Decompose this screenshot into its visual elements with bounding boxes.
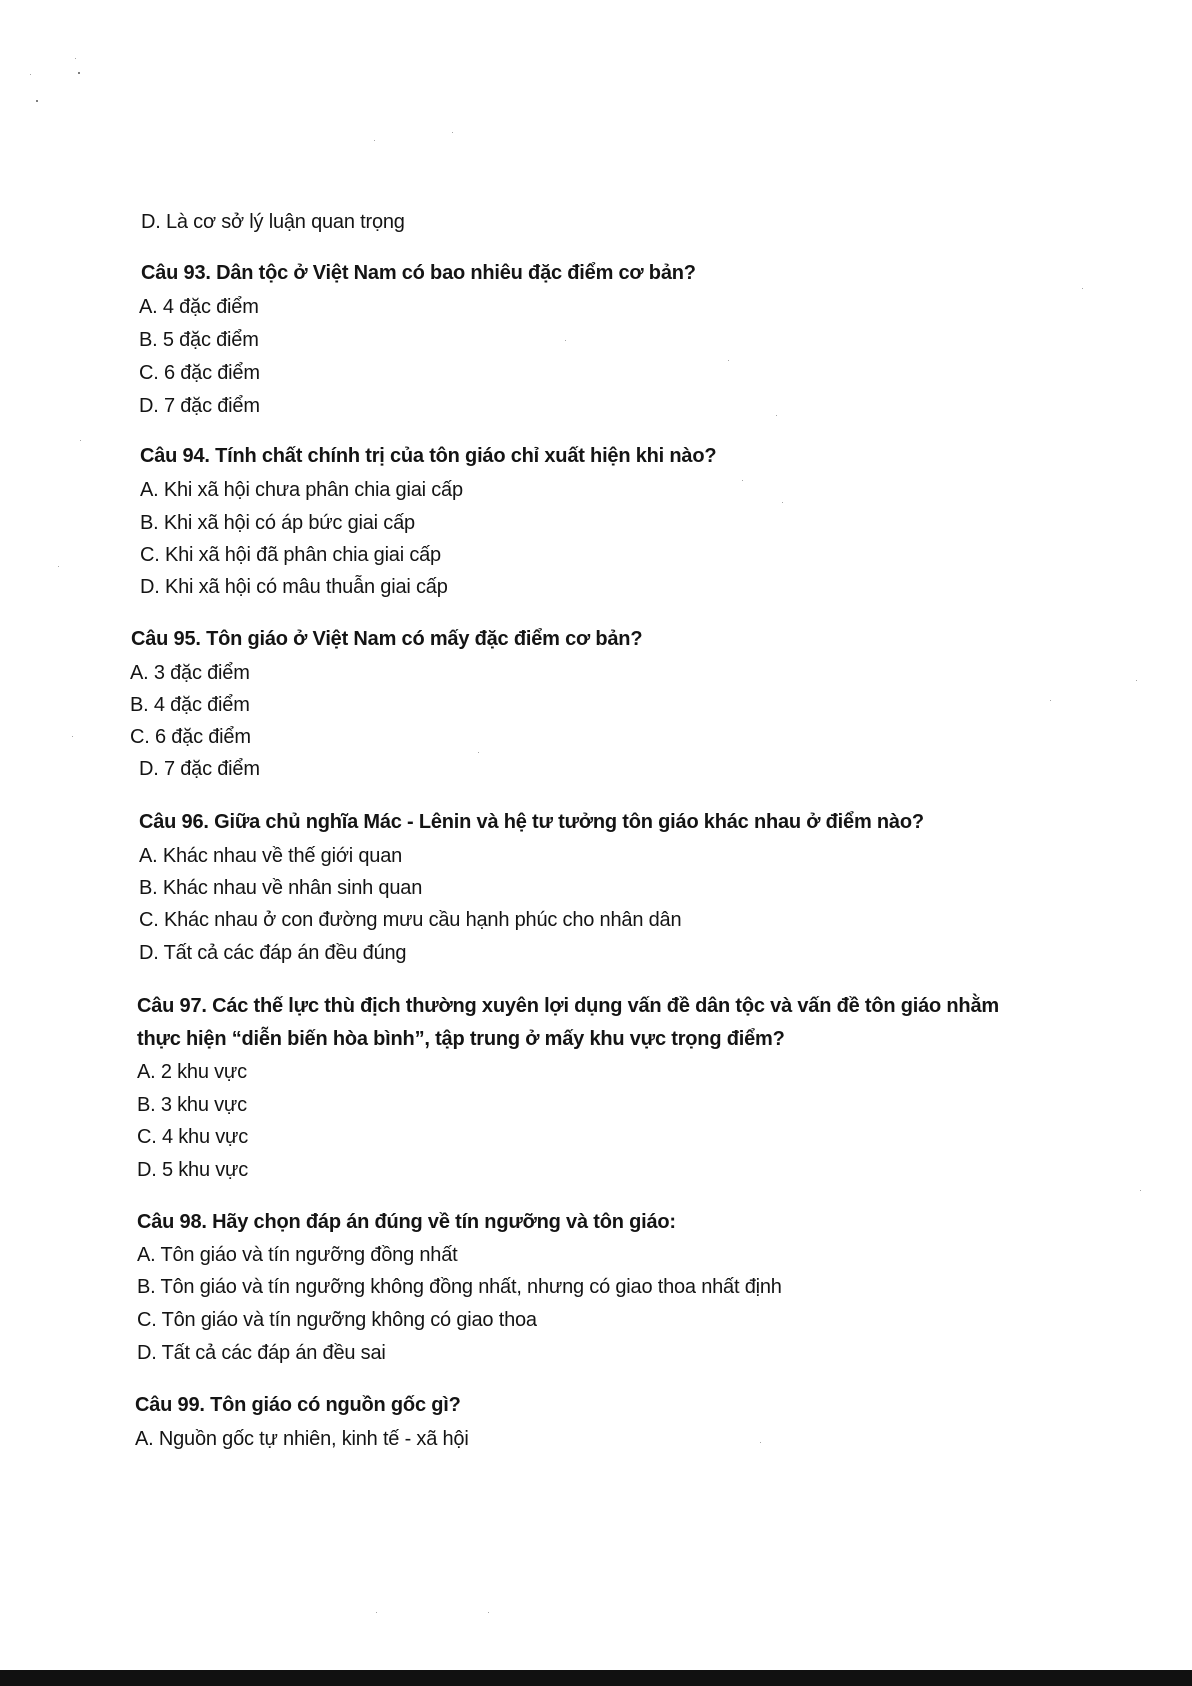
scan-speck (478, 752, 479, 753)
scan-speck (36, 100, 38, 102)
scan-speck (1050, 700, 1051, 701)
answer-option: D. 5 khu vực (137, 1159, 249, 1181)
scan-speck (728, 360, 729, 361)
scan-speck (75, 58, 76, 59)
answer-option: A. 3 đặc điểm (130, 662, 250, 684)
answer-option: D. 7 đặc điểm (139, 395, 260, 417)
scan-speck (452, 132, 453, 133)
scan-speck (776, 415, 777, 416)
scan-speck (58, 566, 59, 567)
scan-speck (1140, 1190, 1141, 1191)
answer-option: A. 4 đặc điểm (139, 296, 259, 318)
scan-speck (782, 502, 783, 503)
scan-speck (488, 1612, 489, 1613)
scan-speck (30, 74, 31, 75)
scan-speck (565, 340, 566, 341)
answer-option: B. 5 đặc điểm (139, 329, 259, 351)
scan-speck (80, 440, 81, 441)
question-heading: thực hiện “diễn biến hòa bình”, tập trung ở mấy khu vực trọng điểm? (137, 1028, 785, 1050)
scan-speck (1082, 288, 1083, 289)
question-heading: Câu 97. Các thế lực thù địch thường xuyên lợi dụng vấn đề dân tộc và vấn đề tôn giáo nhằm (137, 995, 999, 1017)
answer-option: A. Khác nhau về thế giới quan (139, 845, 403, 867)
answer-option: A. 2 khu vực (137, 1061, 247, 1083)
answer-option: B. Khi xã hội có áp bức giai cấp (140, 512, 415, 534)
answer-option: A. Tôn giáo và tín ngưỡng đồng nhất (137, 1244, 458, 1266)
answer-option: C. 4 khu vực (137, 1126, 249, 1148)
scan-speck (1136, 680, 1137, 681)
question-heading: Câu 96. Giữa chủ nghĩa Mác - Lênin và hệ tư tưởng tôn giáo khác nhau ở điểm nào? (139, 811, 924, 833)
answer-option: D. Tất cả các đáp án đều sai (137, 1342, 386, 1364)
scan-speck (72, 736, 73, 737)
answer-option: C. 6 đặc điểm (139, 362, 260, 384)
scan-speck (376, 1612, 377, 1613)
answer-option: B. 3 khu vực (137, 1094, 247, 1116)
answer-option: C. 6 đặc điểm (130, 726, 251, 748)
answer-option: A. Khi xã hội chưa phân chia giai cấp (140, 479, 463, 501)
answer-option: D. Tất cả các đáp án đều đúng (139, 942, 407, 964)
answer-option: B. 4 đặc điểm (130, 694, 250, 716)
question-heading: Câu 99. Tôn giáo có nguồn gốc gì? (135, 1394, 461, 1416)
scan-speck (742, 480, 743, 481)
scan-speck (760, 1442, 761, 1443)
answer-option: C. Khác nhau ở con đường mưu cầu hạnh phúc cho nhân dân (139, 909, 682, 931)
answer-option: A. Nguồn gốc tự nhiên, kinh tế - xã hội (135, 1428, 469, 1450)
answer-option: D. Là cơ sở lý luận quan trọng (141, 211, 405, 233)
answer-option: C. Khi xã hội đã phân chia giai cấp (140, 544, 441, 566)
answer-option: B. Tôn giáo và tín ngưỡng không đồng nhất, nhưng có giao thoa nhất định (137, 1276, 782, 1298)
answer-option: D. Khi xã hội có mâu thuẫn giai cấp (140, 576, 448, 598)
question-heading: Câu 94. Tính chất chính trị của tôn giáo chỉ xuất hiện khi nào? (140, 445, 717, 467)
scan-speck (374, 140, 375, 141)
answer-option: B. Khác nhau về nhân sinh quan (139, 877, 423, 899)
answer-option: C. Tôn giáo và tín ngưỡng không có giao thoa (137, 1309, 537, 1331)
question-heading: Câu 95. Tôn giáo ở Việt Nam có mấy đặc điểm cơ bản? (131, 628, 643, 650)
question-heading: Câu 93. Dân tộc ở Việt Nam có bao nhiêu đặc điểm cơ bản? (141, 262, 696, 284)
scan-speck (78, 72, 80, 74)
scan-bottom-edge (0, 1670, 1192, 1686)
answer-option: D. 7 đặc điểm (139, 758, 260, 780)
question-heading: Câu 98. Hãy chọn đáp án đúng về tín ngưỡng và tôn giáo: (137, 1211, 676, 1233)
